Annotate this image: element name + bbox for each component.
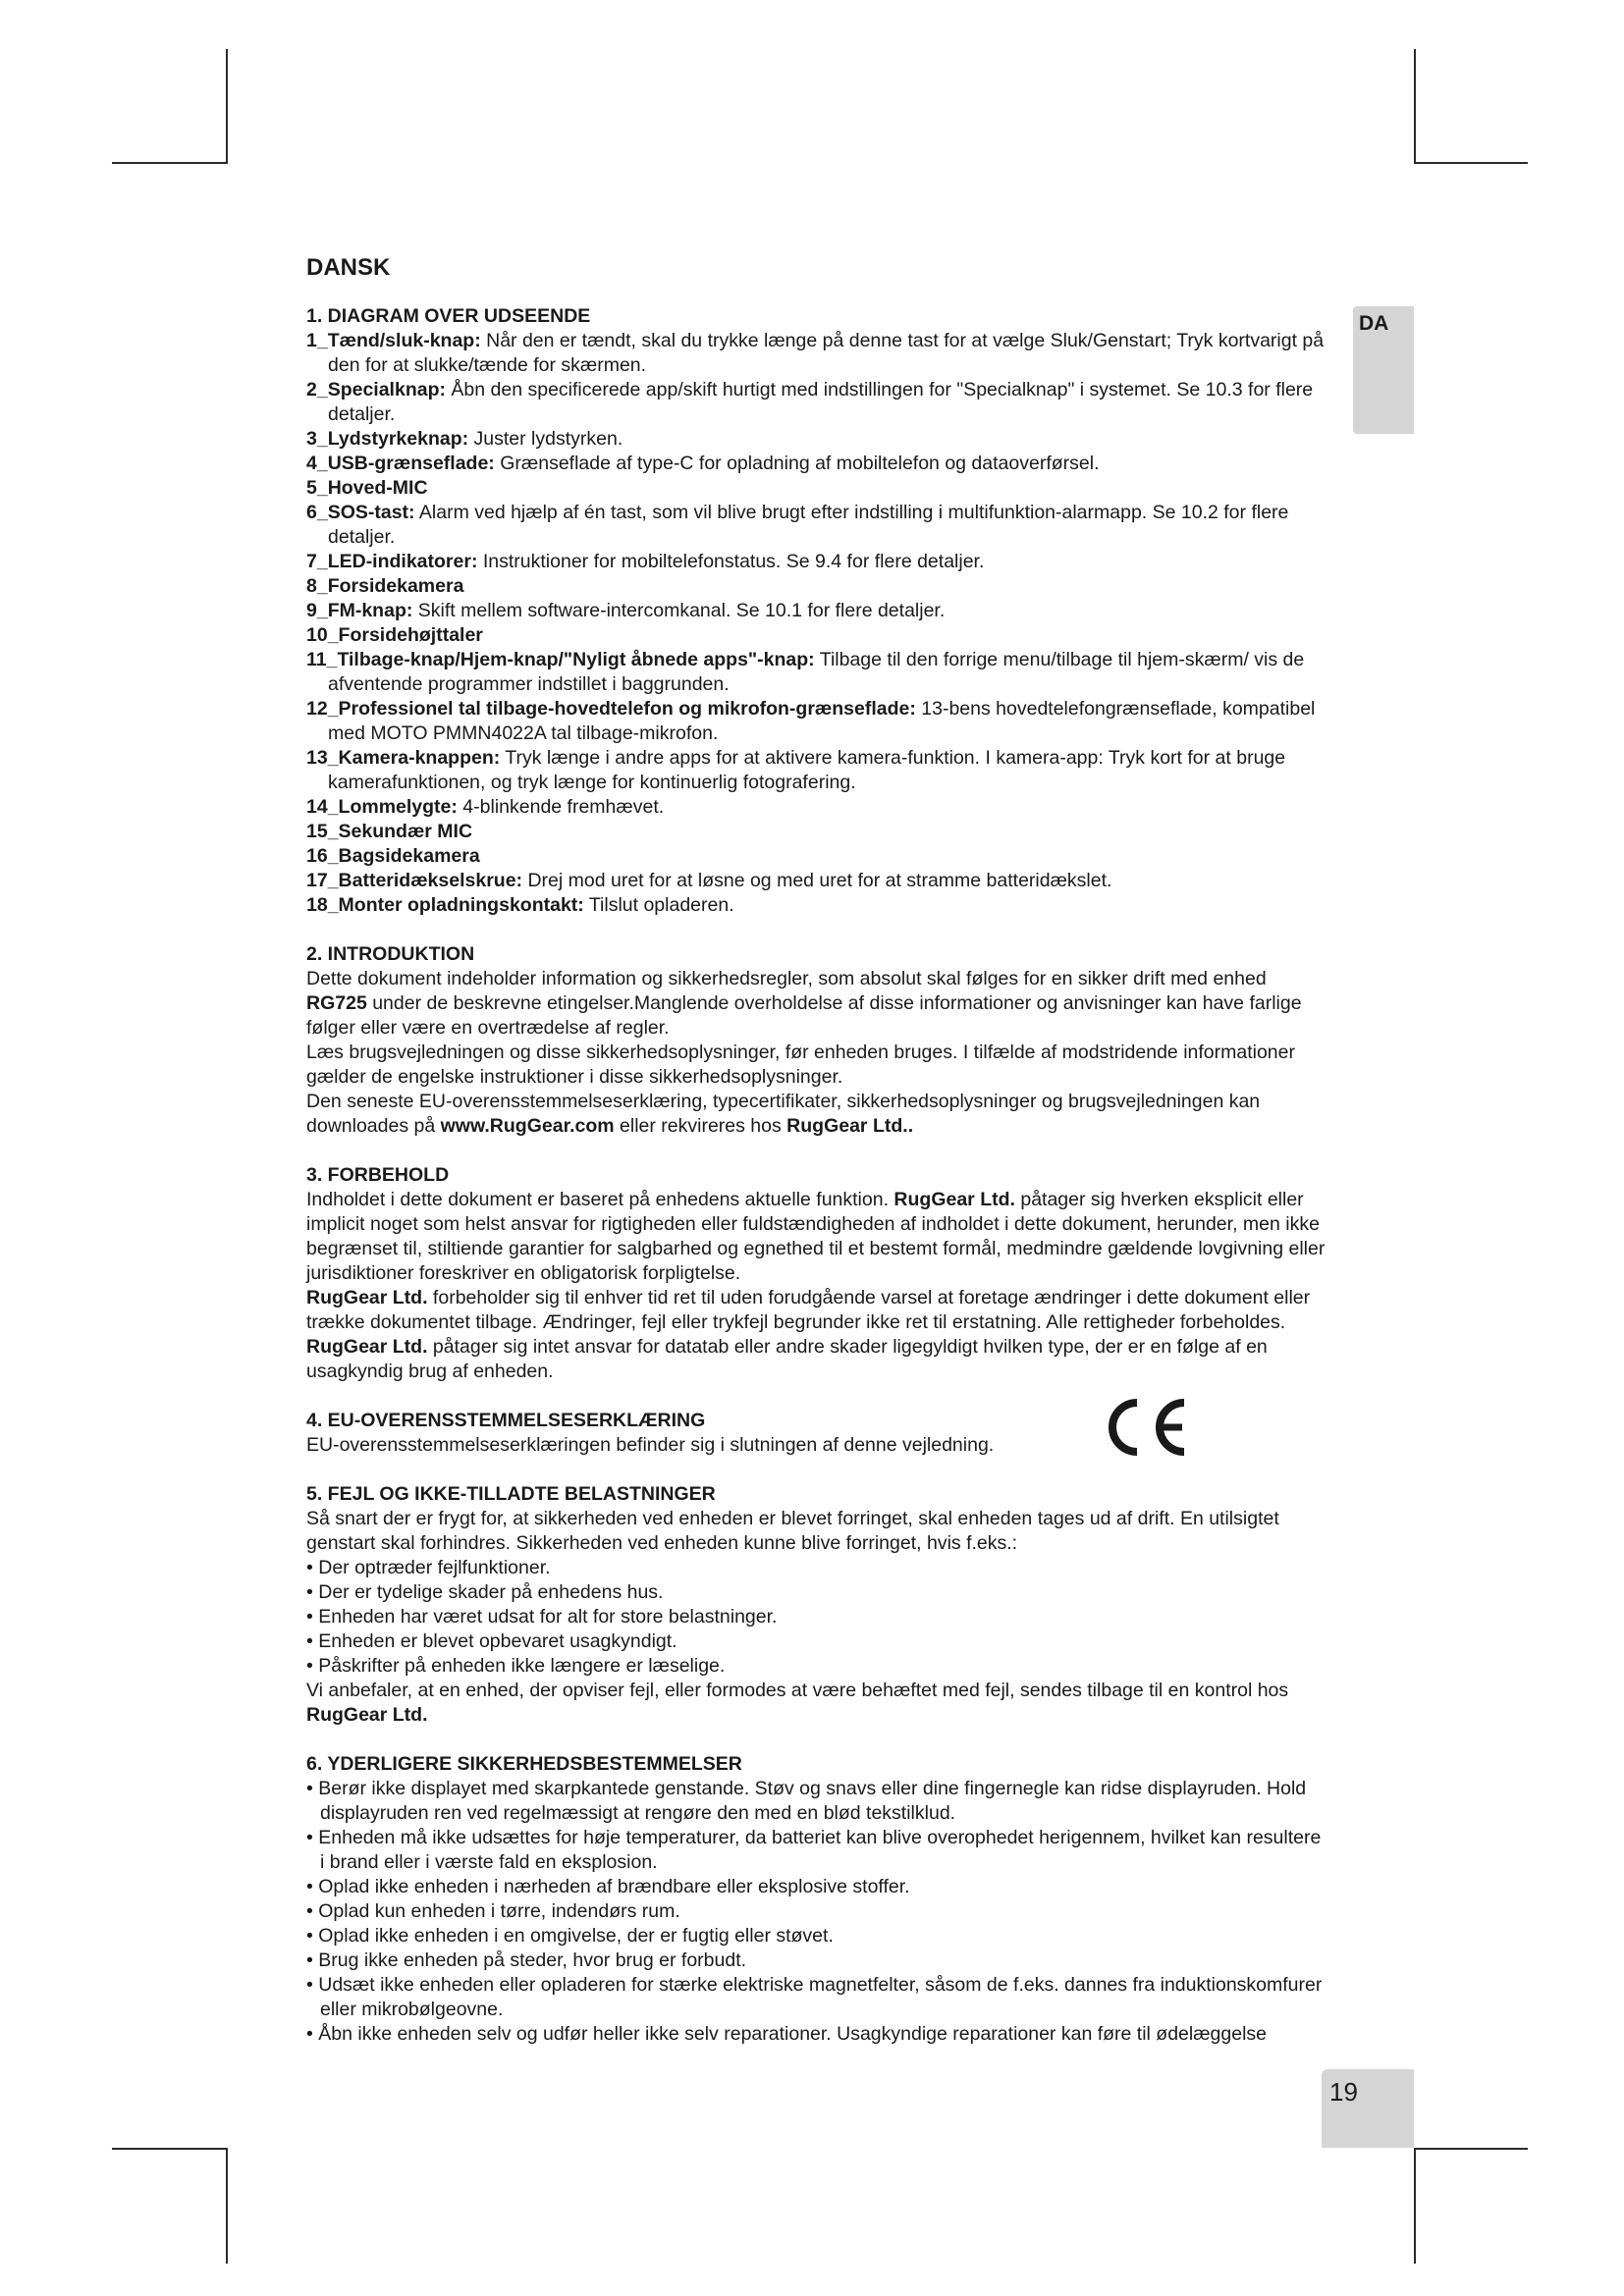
item-label: 4_USB-grænseflade: xyxy=(306,453,495,474)
item-text: Drej mod uret for at løsne og med uret for at stramme batteridækslet. xyxy=(522,870,1112,891)
list-item xyxy=(306,427,1327,452)
item-label: 7_LED-indikatorer: xyxy=(306,551,478,572)
company-name: RugGear Ltd. xyxy=(306,1287,428,1308)
section-title: 5. FEJL OG IKKE-TILLADTE BELASTNINGER xyxy=(306,1483,716,1505)
list-item xyxy=(306,697,1327,746)
crop-mark-bottom-left-h xyxy=(112,2148,228,2150)
text-run: påtager sig hverken eksplicit eller implicit noget som helst ansvar for rigtigheden eller fuldstændigheden af indholdet i dette dokument, herunder, men ikke begrænset til, stiltiende garantier for salgbarhed og egnethed til et bestemt formål, medmindre gældende lovgivning eller jurisdiktioner foreskriver en obligatorisk forpligtelse. xyxy=(306,1189,1326,1284)
list-item: • Oplad kun enheden i tørre, indendørs rum. xyxy=(306,1899,1327,1924)
list-item: • Brug ikke enheden på steder, hvor brug er forbudt. xyxy=(306,1949,1327,1973)
item-label: 2_Specialknap: xyxy=(306,379,446,400)
item-text: 13-bens hovedtelefongrænseflade, kompatibel med MOTO PMMN4022A tal tilbage-mikrofon. xyxy=(328,698,1316,744)
website-url: www.RugGear.com xyxy=(440,1115,615,1137)
item-text: Skift mellem software-intercomkanal. Se 10.1 for flere detaljer. xyxy=(412,600,946,621)
crop-mark-top-right-h xyxy=(1414,162,1528,164)
list-item xyxy=(306,574,1327,599)
list-item: • Der er tydelige skader på enhedens hus. xyxy=(306,1580,1327,1605)
list-item xyxy=(306,329,1327,378)
list-item xyxy=(306,501,1327,550)
list-item: • Enheden må ikke udsættes for høje temperaturer, da batteriet kan blive overophedet herigennem, hvilket kan resultere i brand eller i værste fald en eksplosion. xyxy=(306,1826,1327,1875)
text-run: eller rekvireres hos xyxy=(614,1115,787,1137)
section-title: 4. EU-OVERENSSTEMMELSESERKLÆRING xyxy=(306,1410,706,1431)
section-title: 6. YDERLIGERE SIKKERHEDSBESTEMMELSER xyxy=(306,1753,742,1775)
list-item xyxy=(306,452,1327,476)
intro-paragraph-2: Læs brugsvejledningen og disse sikkerhedsoplysninger, før enheden bruges. I tilfælde af modstridende informationer gælder de engelske instruktioner i disse sikkerhedsoplysninger. xyxy=(306,1041,1295,1088)
intro-paragraph-1 xyxy=(306,967,1327,1041)
item-text: Når den er tændt, skal du trykke længe på denne tast for at vælge Sluk/Genstart; Tryk kortvarigt på den for at slukke/tænde for skærmen. xyxy=(328,330,1325,376)
disclaimer-paragraph-2 xyxy=(306,1286,1327,1335)
item-label: 14_Lommelygte: xyxy=(306,796,458,818)
language-tab-label: DA xyxy=(1359,312,1389,335)
text-run: . xyxy=(907,1115,914,1137)
disclaimer-paragraph-1 xyxy=(306,1188,1327,1286)
crop-mark-bottom-right-h xyxy=(1414,2148,1528,2150)
item-text: Alarm ved hjælp af én tast, som vil blive brugt efter indstilling i multifunktion-alarmapp. Se 10.2 for flere detaljer. xyxy=(328,502,1289,548)
list-item xyxy=(306,746,1327,795)
text-run: Vi anbefaler, at en enhed, der opviser fejl, eller formodes at være behæftet med fejl, sendes tilbage til en kontrol hos xyxy=(306,1680,1289,1701)
page-heading: DANSK xyxy=(306,254,391,281)
section-title: 1. DIAGRAM OVER UDSEENDE xyxy=(306,305,591,327)
page-number: 19 xyxy=(1329,2077,1358,2107)
text-run: påtager sig intet ansvar for datatab eller andre skader ligegyldigt hvilken type, der er en følge af en usagkyndig brug af enheden. xyxy=(306,1336,1268,1382)
list-item xyxy=(306,648,1327,697)
text-run: Dette dokument indeholder information og sikkerhedsregler, som absolut skal følges for en sikker drift med enhed xyxy=(306,968,1267,989)
list-item: • Enheden er blevet opbevaret usagkyndigt. xyxy=(306,1629,1327,1654)
intro-paragraph-3 xyxy=(306,1090,1327,1139)
list-item: • Oplad ikke enheden i en omgivelse, der er fugtig eller støvet. xyxy=(306,1924,1327,1949)
section-safety xyxy=(306,1752,1327,2047)
list-item: • Udsæt ikke enheden eller opladeren for stærke elektriske magnetfelter, såsom de f.eks. dannes fra induktionskomfurer eller mikrobølgeovne. xyxy=(306,1973,1327,2022)
item-label: 8_Forsidekamera xyxy=(306,575,464,597)
item-label: 15_Sekundær MIC xyxy=(306,821,473,842)
item-text: Tilslut opladeren. xyxy=(583,894,734,916)
item-label: 13_Kamera-knappen: xyxy=(306,747,501,769)
text-run: Indholdet i dette dokument er baseret på enhedens aktuelle funktion. xyxy=(306,1189,894,1210)
item-label: 12_Professionel tal tilbage-hovedtelefon og mikrofon-grænseflade: xyxy=(306,698,916,720)
document-body xyxy=(306,253,1327,2071)
company-name: RugGear Ltd. xyxy=(306,1336,428,1358)
crop-mark-top-left-v xyxy=(226,49,228,164)
faults-outro xyxy=(306,1679,1327,1728)
item-label: 5_Hoved-MIC xyxy=(306,477,428,499)
disclaimer-paragraph-3 xyxy=(306,1335,1327,1384)
item-text: Tilbage til den forrige menu/tilbage til hjem-skærm/ vis de afventende programmer indstillet i baggrunden. xyxy=(328,649,1305,695)
list-item xyxy=(306,795,1327,820)
section-introduction xyxy=(306,942,1327,1139)
list-item: • Enheden har været udsat for alt for store belastninger. xyxy=(306,1605,1327,1629)
text-run: forbeholder sig til enhver tid ret til uden forudgående varsel at foretage ændringer i dette dokument eller trække dokumentet tilbage. Ændringer, fejl eller trykfejl begrunder ikke ret til erstatning. Alle rettigheder forbeholdes. xyxy=(306,1287,1311,1333)
list-item xyxy=(306,378,1327,427)
ce-mark-icon xyxy=(1100,1397,1190,1458)
list-item xyxy=(306,820,1327,844)
text-run: Den seneste EU-overensstemmelseserklæring, typecertifikater, sikkerhedsoplysninger og brugsvejledningen kan downloades på xyxy=(306,1091,1261,1137)
crop-mark-top-right-v xyxy=(1414,49,1416,164)
section-title: 2. INTRODUKTION xyxy=(306,943,475,965)
list-item xyxy=(306,869,1327,893)
diagram-list xyxy=(306,329,1327,918)
item-label: 17_Batteridækselskrue: xyxy=(306,870,523,891)
item-text: Grænseflade af type-C for opladning af mobiltelefon og dataoverførsel. xyxy=(494,453,1100,474)
list-item xyxy=(306,844,1327,869)
list-item: • Der optræder fejlfunktioner. xyxy=(306,1556,1327,1580)
company-name: RugGear Ltd. xyxy=(306,1704,428,1726)
item-label: 10_Forsidehøjttaler xyxy=(306,624,483,646)
language-tab xyxy=(1353,306,1414,434)
item-text: 4-blinkende fremhævet. xyxy=(457,796,665,818)
list-item xyxy=(306,599,1327,623)
section-title: 3. FORBEHOLD xyxy=(306,1164,450,1186)
crop-mark-bottom-left-v xyxy=(226,2148,228,2264)
page-number-tab xyxy=(1322,2069,1414,2148)
item-label: 11_Tilbage-knap/Hjem-knap/"Nyligt åbnede apps"-knap: xyxy=(306,649,815,670)
item-label: 6_SOS-tast: xyxy=(306,502,415,523)
section-diagram xyxy=(306,304,1327,918)
list-item xyxy=(306,893,1327,918)
faults-intro: Så snart der er frygt for, at sikkerheden ved enheden er blevet forringet, skal enheden tages ud af drift. En utilsigtet genstart skal forhindres. Sikkerheden ved enheden kunne blive forringet, hvis f.eks.: xyxy=(306,1508,1279,1554)
section-faults xyxy=(306,1482,1327,1728)
item-label: 1_Tænd/sluk-knap: xyxy=(306,330,481,351)
item-text: Juster lydstyrken. xyxy=(468,428,623,450)
list-item xyxy=(306,476,1327,501)
list-item: • Oplad ikke enheden i nærheden af brændbare eller eksplosive stoffer. xyxy=(306,1875,1327,1899)
section-disclaimer xyxy=(306,1163,1327,1384)
company-name: RugGear Ltd. xyxy=(893,1189,1015,1210)
list-item: • Åbn ikke enheden selv og udfør heller ikke selv reparationer. Usagkyndige reparationer kan føre til ødelæggelse xyxy=(306,2022,1327,2047)
crop-mark-top-left-h xyxy=(112,162,228,164)
model-name: RG725 xyxy=(306,992,367,1014)
item-label: 3_Lydstyrkeknap: xyxy=(306,428,469,450)
text-run: under de beskrevne etingelser.Manglende overholdelse af disse informationer og anvisninger kan have farlige følger eller være en overtrædelse af regler. xyxy=(306,992,1302,1039)
eu-paragraph: EU-overensstemmelseserklæringen befinder sig i slutningen af denne vejledning. xyxy=(306,1434,995,1456)
list-item: • Berør ikke displayet med skarpkantede genstande. Støv og snavs eller dine fingernegle kan ridse displayruden. Hold displayruden ren ved regelmæssigt at rengøre den med en blød tekstilklud. xyxy=(306,1777,1327,1826)
list-item xyxy=(306,623,1327,648)
item-text: Åbn den specificerede app/skift hurtigt med indstillingen for "Specialknap" i systemet. Se 10.3 for flere detaljer. xyxy=(328,379,1314,425)
list-item: • Påskrifter på enheden ikke længere er læselige. xyxy=(306,1654,1327,1679)
company-name: RugGear Ltd. xyxy=(786,1115,908,1137)
item-text: Tryk længe i andre apps for at aktivere kamera-funktion. I kamera-app: Tryk kort for at bruge kamerafunktionen, og tryk længe for kontinuerlig fotografering. xyxy=(328,747,1286,793)
list-item xyxy=(306,550,1327,574)
item-label: 9_FM-knap: xyxy=(306,600,413,621)
crop-mark-bottom-right-v xyxy=(1414,2148,1416,2264)
section-eu-declaration xyxy=(306,1409,1327,1458)
item-label: 18_Monter opladningskontakt: xyxy=(306,894,584,916)
item-label: 16_Bagsidekamera xyxy=(306,845,480,867)
item-text: Instruktioner for mobiltelefonstatus. Se 9.4 for flere detaljer. xyxy=(477,551,985,572)
